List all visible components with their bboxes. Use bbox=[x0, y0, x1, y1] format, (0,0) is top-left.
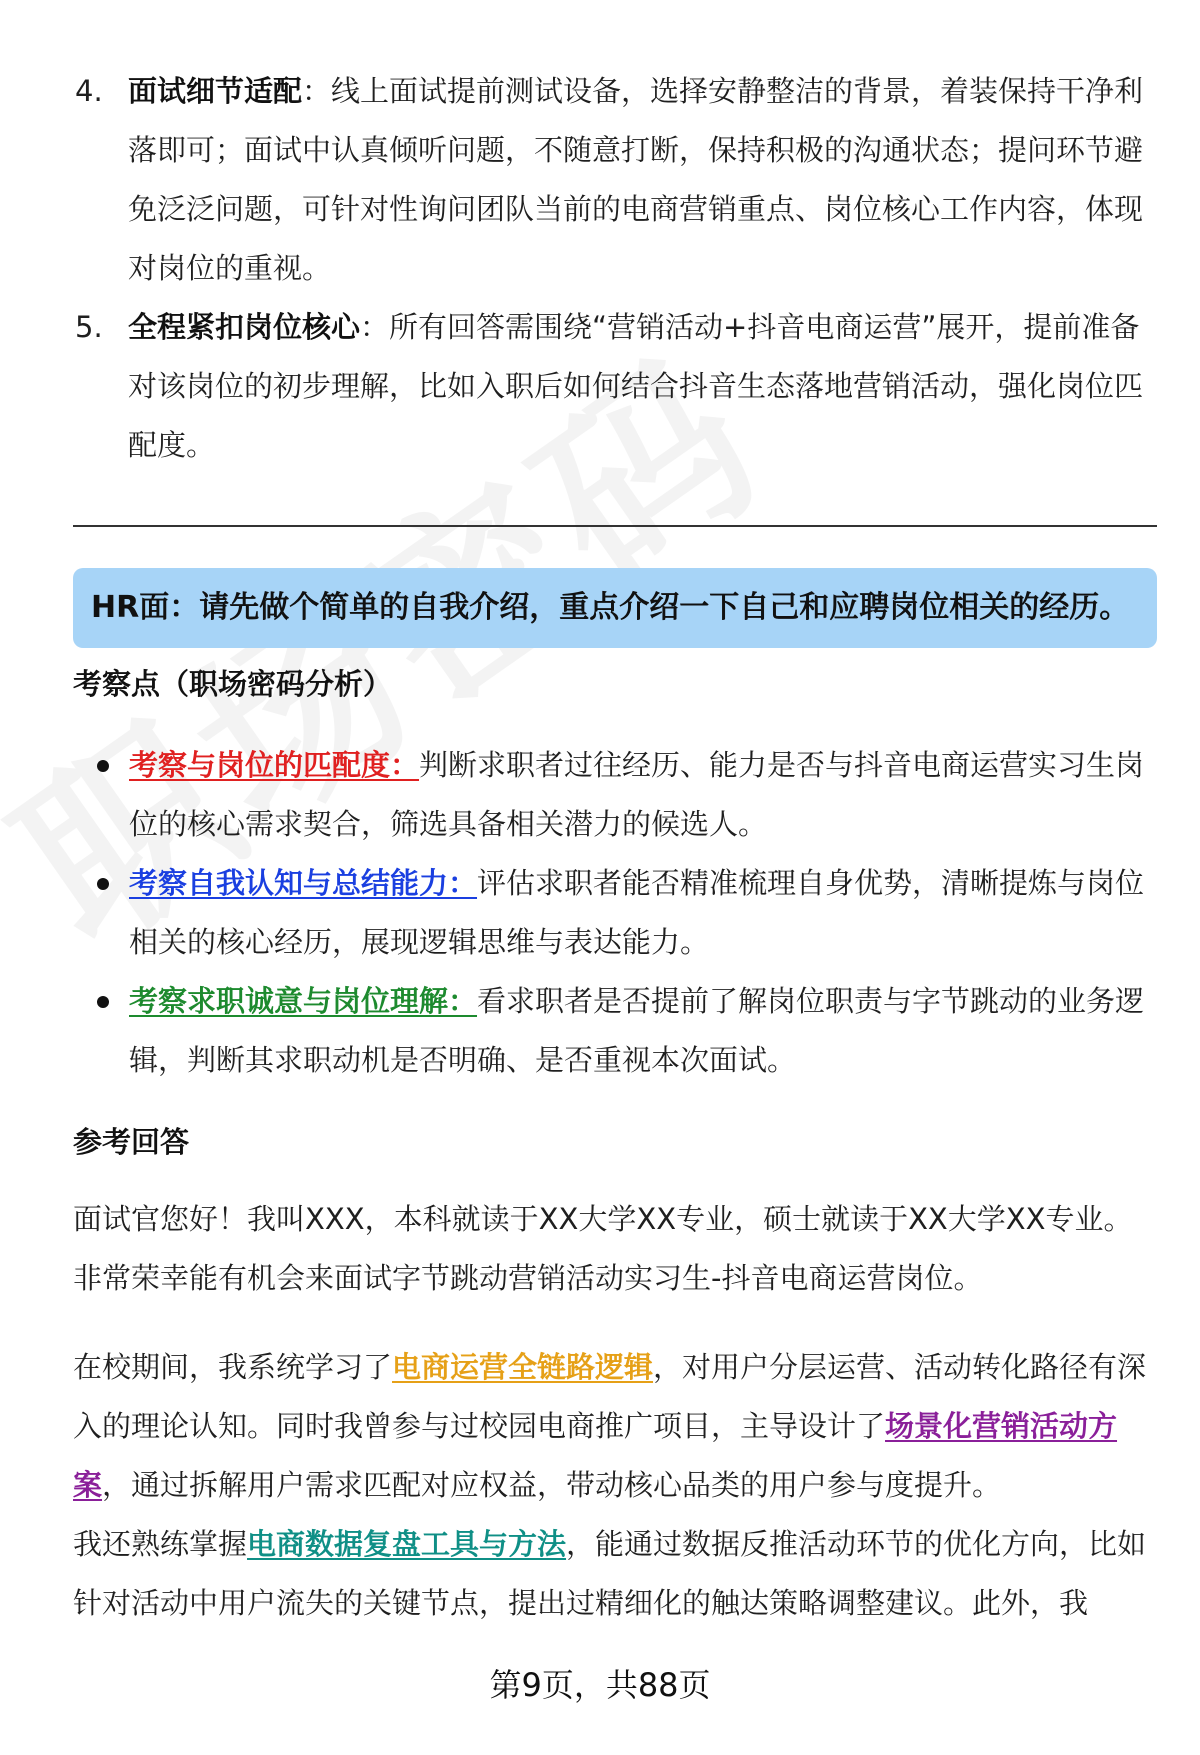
page-footer: 第9页，共88页 bbox=[489, 1666, 711, 1704]
answer-paragraph-1 bbox=[73, 1190, 1157, 1308]
analysis-bullets bbox=[73, 736, 1157, 1090]
question-box bbox=[73, 568, 1157, 648]
answer-highlight: 场景化营销活动方案 bbox=[73, 1409, 1118, 1502]
answer-heading: 参考回答 bbox=[73, 1125, 190, 1159]
numbered-item-5 bbox=[75, 298, 1150, 475]
answer-highlight: 电商数据复盘工具与方法 bbox=[247, 1527, 567, 1561]
bullet-dot-icon bbox=[97, 760, 109, 772]
answer-text: 在校期间，我系统学习了 bbox=[73, 1350, 393, 1384]
item-title: 面试细节适配 bbox=[128, 74, 303, 108]
item-separator: ： bbox=[360, 310, 390, 344]
bullet-label: 考察求职诚意与岗位理解： bbox=[129, 984, 478, 1018]
analysis-heading: 考察点（职场密码分析） bbox=[73, 667, 393, 701]
bullet-label: 考察与岗位的匹配度： bbox=[129, 748, 420, 782]
item-text: 所有回答需围绕“营销活动+抖音电商运营”展开，提前准备对该岗位的初步理解，比如入职后如何结合抖音生态落地营销活动，强化岗位匹配度。 bbox=[128, 310, 1144, 462]
question-text: HR面：请先做个简单的自我介绍，重点介绍一下自己和应聘岗位相关的经历。 bbox=[91, 590, 1130, 625]
answer-highlight: 电商运营全链路逻辑 bbox=[392, 1350, 654, 1384]
bullet-dot-icon bbox=[97, 996, 109, 1008]
item-text: 线上面试提前测试设备，选择安静整洁的背景，着装保持干净利落即可；面试中认真倾听问题，不随意打断，保持积极的沟通状态；提问环节避免泛泛问题，可针对性询问团队当前的电商营销重点、岗位核心工作内容，体现对岗位的重视。 bbox=[128, 74, 1144, 285]
item-title: 全程紧扣岗位核心 bbox=[128, 310, 361, 344]
answer-text: 面试官您好！我叫XXX，本科就读于XX大学XX专业，硕士就读于XX大学XX专业。非常荣幸能有机会来面试字节跳动营销活动实习生-抖音电商运营岗位。 bbox=[73, 1202, 1133, 1295]
section-divider bbox=[73, 525, 1157, 527]
bullet-item bbox=[73, 736, 1157, 854]
answer-text: 我还熟练掌握 bbox=[73, 1527, 248, 1561]
item-number: 4. bbox=[75, 74, 103, 108]
bullet-text: 看求职者是否提前了解岗位职责与字节跳动的业务逻辑，判断其求职动机是否明确、是否重视本次面试。 bbox=[129, 984, 1145, 1077]
answer-paragraph-2 bbox=[73, 1338, 1157, 1515]
answer-paragraph-3 bbox=[73, 1515, 1157, 1633]
bullet-item bbox=[73, 854, 1157, 972]
numbered-list bbox=[75, 62, 1150, 475]
bullet-item bbox=[73, 972, 1157, 1090]
bullet-label: 考察自我认知与总结能力： bbox=[129, 866, 478, 900]
numbered-item-4 bbox=[75, 62, 1150, 298]
item-separator: ： bbox=[302, 74, 332, 108]
answer-text: ，通过拆解用户需求匹配对应权益，带动核心品类的用户参与度提升。 bbox=[102, 1468, 1002, 1502]
answer-text: ，对用户分层运营、活动转化路径有深入的理论认知。同时我曾参与过校园电商推广项目，主导设计了 bbox=[73, 1350, 1147, 1443]
item-number: 5. bbox=[75, 310, 103, 344]
bullet-text: 评估求职者能否精准梳理自身优势，清晰提炼与岗位相关的核心经历，展现逻辑思维与表达能力。 bbox=[129, 866, 1145, 959]
answer-text: ，能通过数据反推活动环节的优化方向，比如针对活动中用户流失的关键节点，提出过精细化的触达策略调整建议。此外，我 bbox=[73, 1527, 1147, 1620]
bullet-dot-icon bbox=[97, 878, 109, 890]
bullet-text: 判断求职者过往经历、能力是否与抖音电商运营实习生岗位的核心需求契合，筛选具备相关潜力的候选人。 bbox=[129, 748, 1145, 841]
